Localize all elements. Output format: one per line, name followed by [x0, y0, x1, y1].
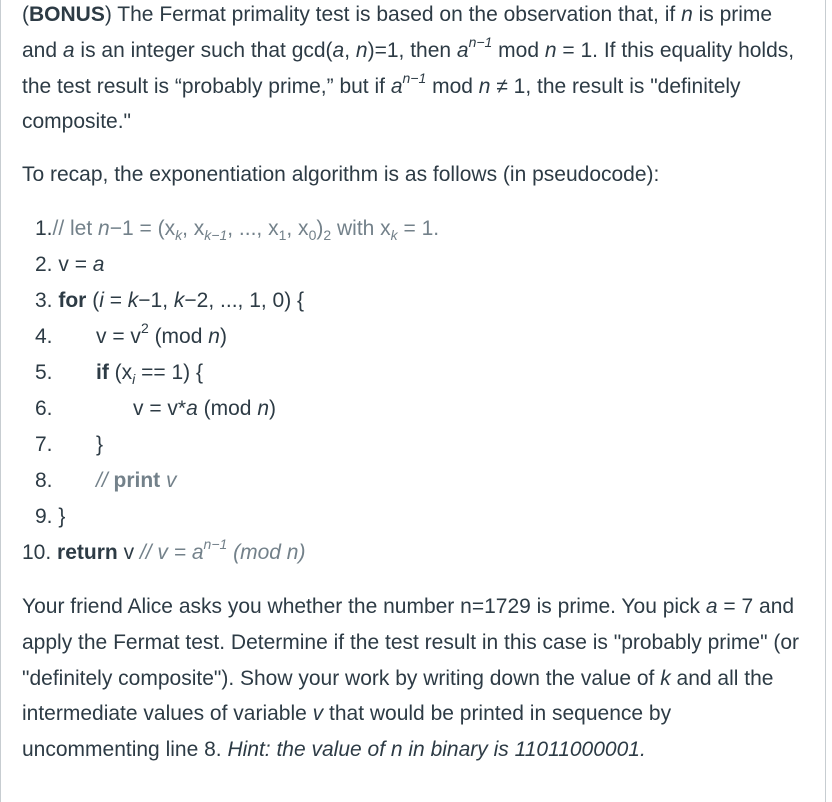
code-line-2: 2. v = a [35, 253, 105, 276]
code-line-4: 4. [35, 325, 53, 348]
code-line-5-body: if $(x_i == 1)$ { [96, 361, 203, 388]
code-line-4-body: $v = v^2$ (mod n) [96, 320, 227, 348]
hint-text: Hint: the value of n in binary is 11011000001. [227, 738, 646, 762]
code-line-8: 8. [35, 469, 53, 492]
question-paragraph: Your friend Alice asks you whether the number n=1729 is prime. You pick a = 7 and apply the Fermat test. Determine if the test result in this case is "probably prime" (or "definitely composite"). Show your work by writing down the value of k and all the intermediate values of variable v that would be printed in sequence by uncommenting line 8. Hint: the value of n in binary is 11011000001. [22, 595, 800, 762]
code-line-3: 3. for (i = k−1, k−2, ..., 1, 0) { [35, 289, 305, 312]
code-line-6-body: v = v*a (mod n) [133, 397, 276, 420]
intro-paragraph: (BONUS) The Fermat primality test is based on the observation that, if n is prime and a is an integer such that gcd(a, n)=1, then $a^{n-1}$ mod n = 1. If this equality holds, the test result is “probably prime,” but if $a^{n-1}$ mod n ≠ 1, the result is "definitely composite." [22, 3, 795, 134]
code-line-7-body: } [96, 433, 104, 456]
code-line-1: 1.// let $n-1 = (x_k$, $x_{k-1}$, ..., $x_1$, $x_0)_2$ with $x_k = 1$. [35, 217, 440, 244]
code-line-6: 6. [35, 397, 53, 420]
code-line-10: 10. return $v // v = a^{n-1}$ (mod n) [22, 536, 306, 564]
code-line-9: 9. } [35, 505, 66, 528]
bonus-label: BONUS [29, 3, 105, 26]
code-line-7: 7. [35, 433, 53, 456]
recap-paragraph: To recap, the exponentiation algorithm is as follows (in pseudocode): [22, 163, 660, 186]
code-line-5: 5. [35, 361, 53, 384]
code-line-8-body: // print v [96, 469, 177, 492]
